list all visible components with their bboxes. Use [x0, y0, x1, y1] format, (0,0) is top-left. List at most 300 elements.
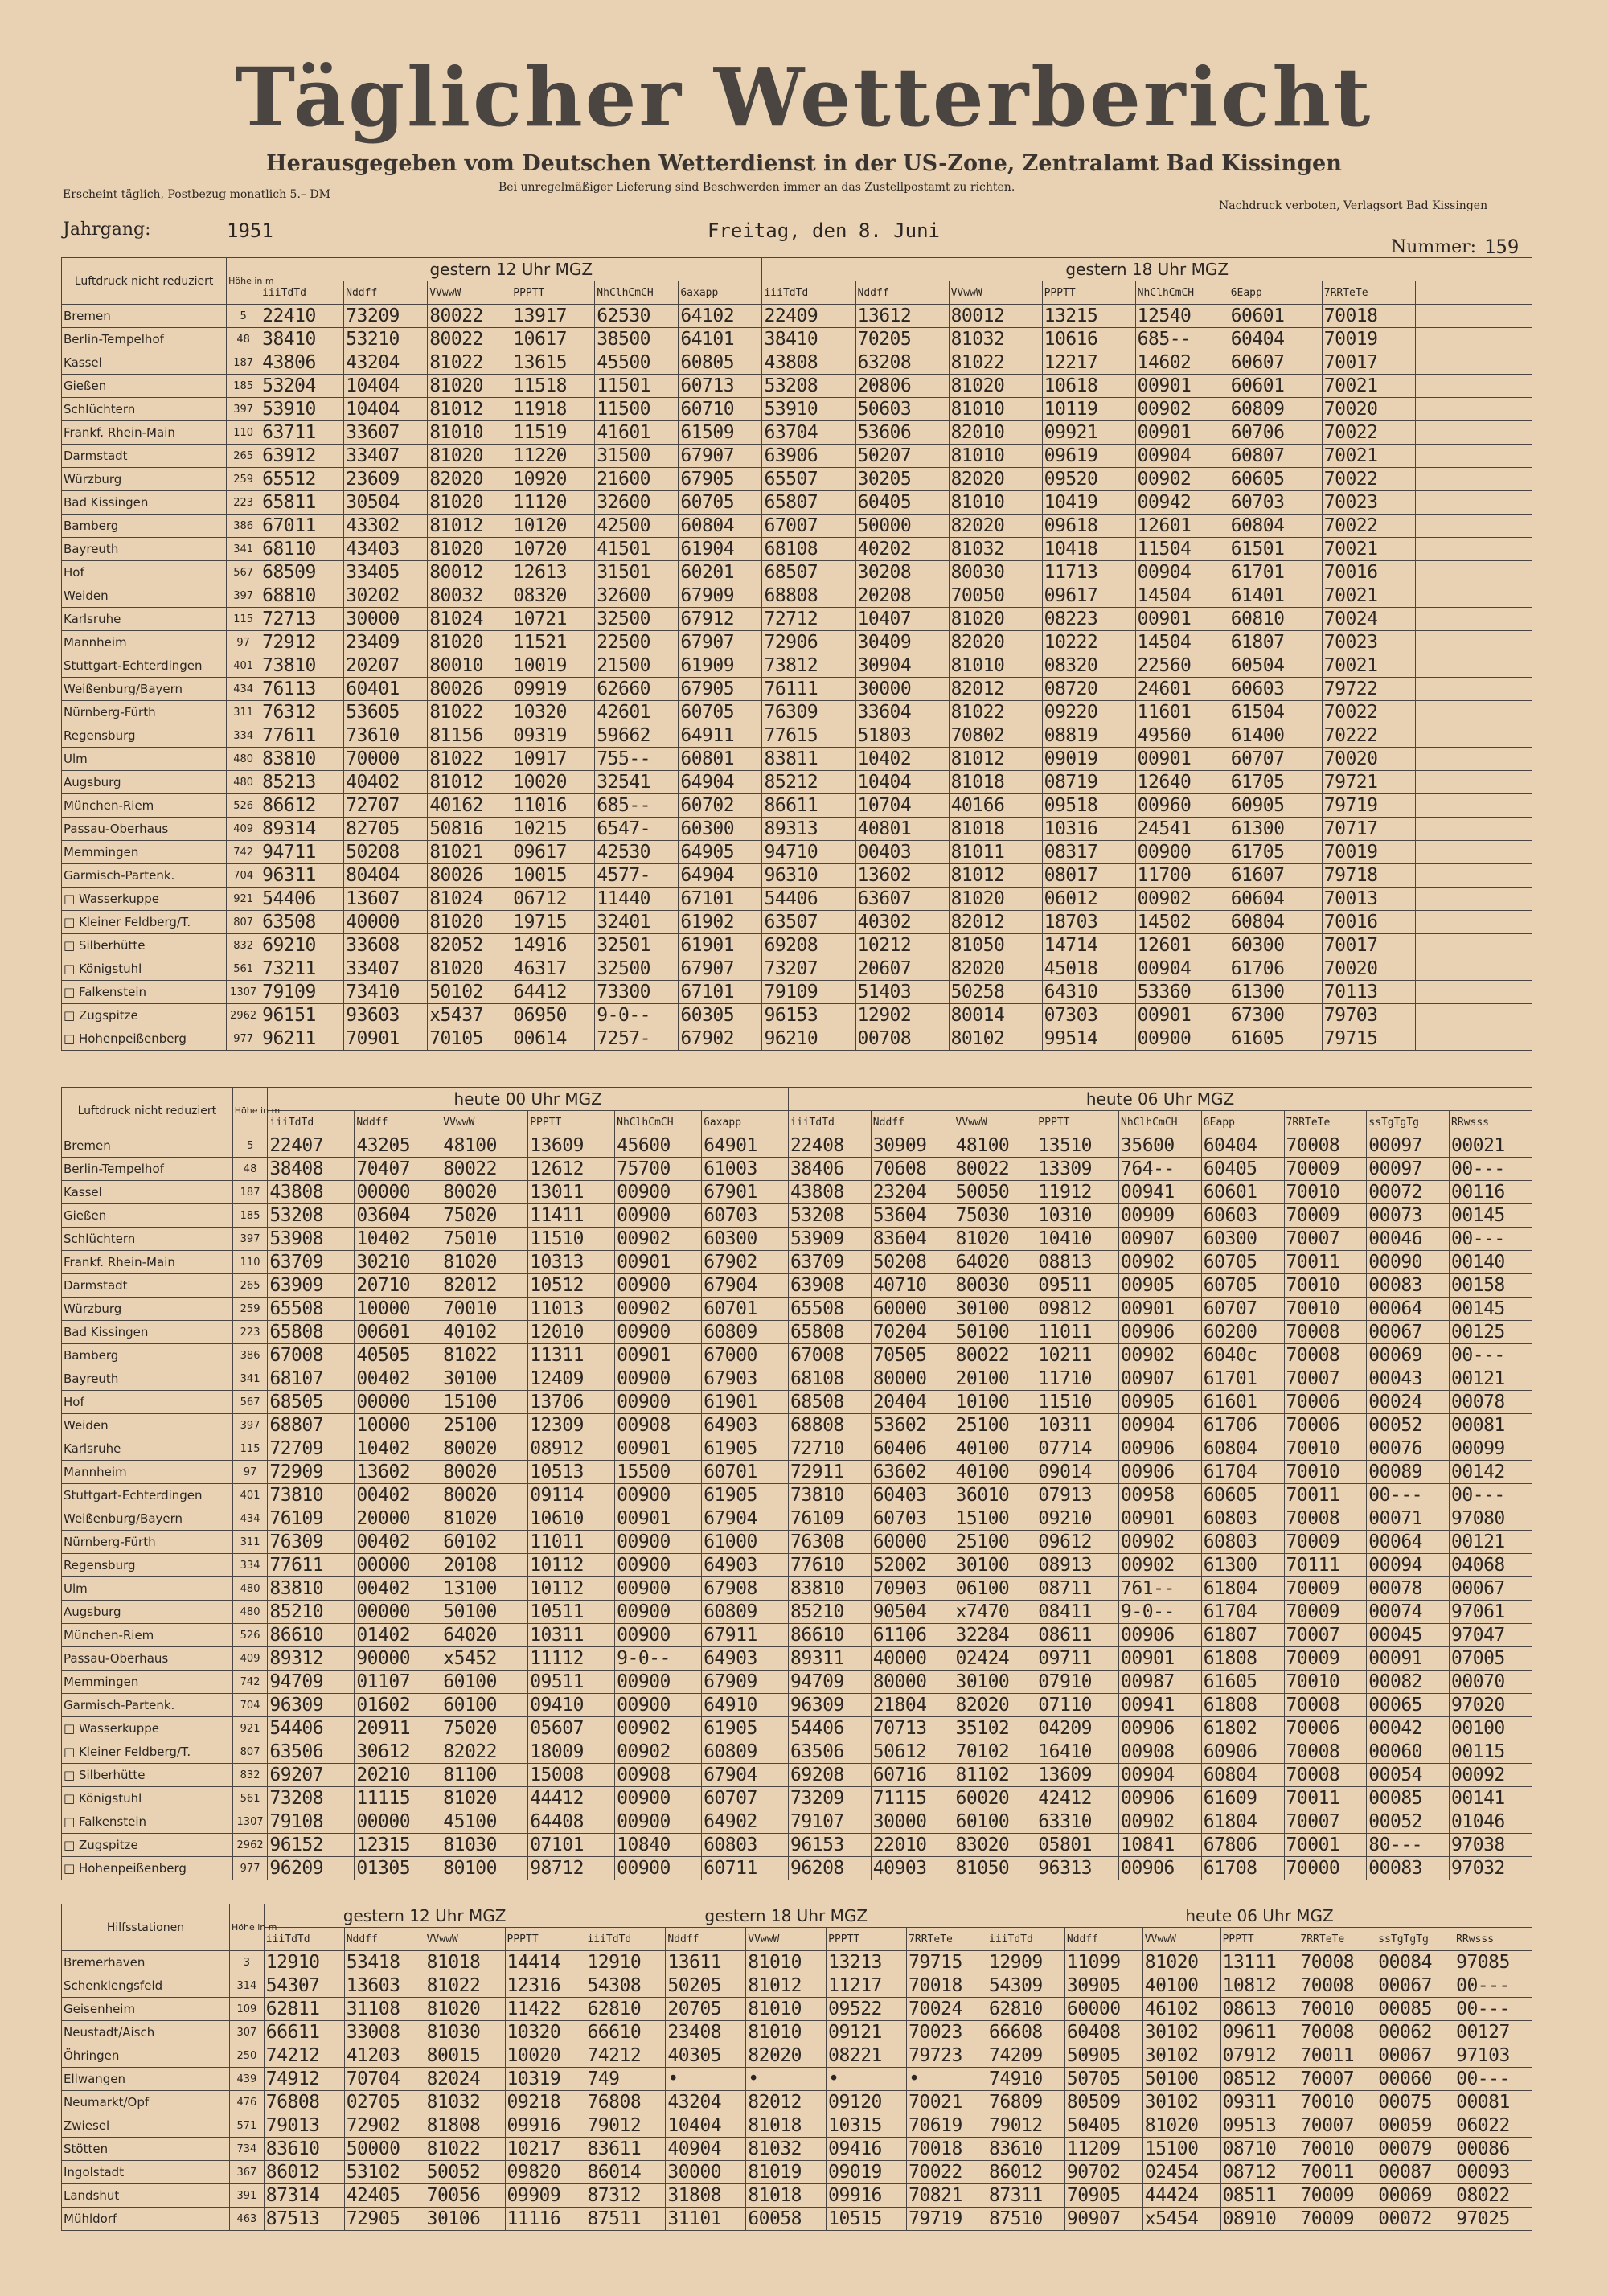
obs-value: 70009 — [1298, 2208, 1376, 2231]
station-name: Regensburg — [62, 1554, 233, 1577]
obs-value: 82020 — [949, 515, 1042, 538]
station-height: 187 — [227, 351, 260, 375]
obs-value: 67905 — [679, 678, 762, 701]
station-name: Bayreuth — [62, 538, 227, 561]
obs-value: 70009 — [1284, 1531, 1367, 1554]
obs-value: 00064 — [1367, 1531, 1450, 1554]
obs-value: 00085 — [1376, 1998, 1454, 2021]
obs-value: 83810 — [260, 748, 344, 771]
empty-cell — [1415, 398, 1532, 421]
obs-value: 40000 — [344, 911, 428, 934]
obs-value: 70205 — [855, 328, 949, 351]
obs-value: 77611 — [260, 724, 344, 748]
obs-value: 81012 — [428, 515, 511, 538]
obs-value: 73208 — [268, 1787, 355, 1810]
obs-value: 70009 — [1298, 2184, 1376, 2208]
obs-value: 11700 — [1135, 864, 1229, 888]
empty-cell — [1415, 608, 1532, 631]
obs-value: 00142 — [1450, 1461, 1532, 1484]
obs-value: 82012 — [949, 911, 1042, 934]
obs-value: 36010 — [954, 1484, 1036, 1507]
obs-value: 85212 — [762, 771, 855, 794]
obs-value: 67901 — [702, 1181, 789, 1204]
obs-value: 81102 — [954, 1764, 1036, 1787]
obs-value: 00906 — [1119, 1437, 1202, 1461]
obs-value: 06012 — [1042, 888, 1135, 911]
obs-value: • — [907, 2068, 987, 2091]
station-height: 386 — [232, 1344, 268, 1367]
table-row — [62, 2138, 1532, 2161]
obs-value: 00900 — [615, 1367, 702, 1391]
obs-value: 09511 — [1036, 1274, 1119, 1298]
table-row — [62, 1158, 1532, 1181]
obs-value: 70905 — [1064, 2184, 1142, 2208]
group-header-b: gestern 18 Uhr MGZ — [762, 258, 1532, 281]
station-name: Passau-Oberhaus — [62, 818, 227, 841]
obs-value: 67911 — [702, 1624, 789, 1647]
obs-value: 70006 — [1284, 1717, 1367, 1740]
obs-value: 11510 — [528, 1228, 615, 1251]
obs-value: 12540 — [1135, 305, 1229, 328]
obs-value: 41601 — [595, 421, 679, 445]
obs-value: 60058 — [746, 2208, 827, 2231]
obs-value: 53418 — [344, 1951, 425, 1974]
obs-value: 61106 — [871, 1624, 954, 1647]
delivery-note: Bei unregelmäßiger Lieferung sind Beschwerden immer an das Zustellpostamt zu richten. — [498, 181, 1015, 194]
obs-value: 60408 — [1064, 2021, 1142, 2044]
obs-value: 60810 — [1229, 608, 1322, 631]
obs-value: 81020 — [428, 375, 511, 398]
station-name: Nürnberg-Fürth — [62, 1531, 233, 1554]
obs-value: 00046 — [1367, 1228, 1450, 1251]
obs-value: 00708 — [855, 1027, 949, 1051]
empty-cell — [1415, 864, 1532, 888]
obs-value: 11440 — [595, 888, 679, 911]
obs-value: 70019 — [1322, 841, 1415, 864]
station-name: □ Zugspitze — [62, 1834, 233, 1857]
obs-value: 90907 — [1064, 2208, 1142, 2231]
obs-value: 43204 — [666, 2091, 746, 2114]
station-height: 704 — [232, 1694, 268, 1717]
column-header: VVwwW — [746, 1928, 827, 1951]
obs-value: 68509 — [260, 561, 344, 584]
obs-value: 60809 — [702, 1740, 789, 1764]
obs-value: 00084 — [1376, 1951, 1454, 1974]
obs-value: 80000 — [871, 1671, 954, 1694]
table-row — [62, 1647, 1532, 1671]
column-header: NhClhCmCH — [1135, 281, 1229, 305]
obs-value: 70016 — [1322, 911, 1415, 934]
obs-value: 67908 — [702, 1577, 789, 1601]
obs-value: 07101 — [528, 1834, 615, 1857]
obs-value: 38410 — [762, 328, 855, 351]
empty-cell — [1415, 841, 1532, 864]
obs-value: 20207 — [344, 654, 428, 678]
obs-value: 30102 — [1142, 2021, 1220, 2044]
obs-value: 81020 — [428, 538, 511, 561]
obs-value: 08912 — [528, 1437, 615, 1461]
obs-value: 60100 — [441, 1671, 528, 1694]
column-header: PPPTT — [1036, 1111, 1119, 1134]
obs-value: 11504 — [1135, 538, 1229, 561]
empty-cell — [1415, 1027, 1532, 1051]
obs-value: 44424 — [1142, 2184, 1220, 2208]
obs-value: 51403 — [855, 981, 949, 1004]
obs-value: 30504 — [344, 491, 428, 515]
obs-value: 15500 — [615, 1461, 702, 1484]
obs-value: 64020 — [441, 1624, 528, 1647]
obs-value: 97020 — [1450, 1694, 1532, 1717]
obs-value: 07714 — [1036, 1437, 1119, 1461]
obs-value: 00140 — [1450, 1251, 1532, 1274]
obs-value: 68110 — [260, 538, 344, 561]
obs-value: 60705 — [679, 491, 762, 515]
obs-value: 08712 — [1220, 2161, 1298, 2184]
obs-value: 80509 — [1064, 2091, 1142, 2114]
obs-value: 81012 — [949, 864, 1042, 888]
empty-cell — [1415, 654, 1532, 678]
station-name: Berlin-Tempelhof — [62, 328, 227, 351]
station-name: Frankf. Rhein-Main — [62, 421, 227, 445]
obs-value: 70006 — [1284, 1391, 1367, 1414]
obs-value: 81020 — [949, 375, 1042, 398]
empty-cell — [1415, 748, 1532, 771]
obs-value: 65808 — [268, 1321, 355, 1344]
obs-value: 09612 — [1036, 1531, 1119, 1554]
obs-value: 33008 — [344, 2021, 425, 2044]
station-name: Mannheim — [62, 1461, 233, 1484]
obs-value: 86012 — [264, 2161, 344, 2184]
obs-value: 89312 — [268, 1647, 355, 1671]
table-row — [62, 538, 1532, 561]
obs-value: 70017 — [1322, 934, 1415, 957]
station-height: 480 — [232, 1601, 268, 1624]
obs-value: 10418 — [1042, 538, 1135, 561]
obs-value: 00082 — [1367, 1671, 1450, 1694]
obs-value: 70007 — [1298, 2114, 1376, 2138]
obs-value: 11912 — [1036, 1181, 1119, 1204]
obs-value: 50405 — [1064, 2114, 1142, 2138]
table-row — [62, 351, 1532, 375]
obs-value: 10320 — [511, 701, 595, 724]
obs-value: 70009 — [1284, 1647, 1367, 1671]
obs-value: 00081 — [1454, 2091, 1532, 2114]
obs-value: 60716 — [871, 1764, 954, 1787]
obs-value: 15008 — [528, 1764, 615, 1787]
obs-value: 60100 — [954, 1810, 1036, 1834]
obs-value: 81032 — [746, 2138, 827, 2161]
obs-value: 61705 — [1229, 841, 1322, 864]
obs-value: 70008 — [1284, 1507, 1367, 1531]
obs-value: 43204 — [344, 351, 428, 375]
station-height: 434 — [227, 678, 260, 701]
obs-value: 48100 — [441, 1134, 528, 1158]
obs-value: 00958 — [1119, 1484, 1202, 1507]
obs-value: 73410 — [344, 981, 428, 1004]
obs-value: 40202 — [855, 538, 949, 561]
obs-value: 00900 — [615, 1694, 702, 1717]
station-name: □ Kleiner Feldberg/T. — [62, 911, 227, 934]
obs-value: 40305 — [666, 2044, 746, 2068]
obs-value: 60804 — [1229, 911, 1322, 934]
station-name: Weißenburg/Bayern — [62, 678, 227, 701]
group-header-c: heute 06 Uhr MGZ — [987, 1904, 1532, 1928]
obs-value: 13510 — [1036, 1134, 1119, 1158]
table-row — [62, 701, 1532, 724]
obs-value: • — [827, 2068, 907, 2091]
obs-value: 90504 — [871, 1601, 954, 1624]
jahrgang-label: Jahrgang: — [63, 219, 151, 240]
obs-value: 02454 — [1142, 2161, 1220, 2184]
column-header: NhClhCmCH — [595, 281, 679, 305]
obs-value: 63912 — [260, 445, 344, 468]
obs-value: 12309 — [528, 1414, 615, 1437]
obs-value: 89314 — [260, 818, 344, 841]
obs-value: 67008 — [789, 1344, 872, 1367]
column-header: iiiTdTd — [762, 281, 855, 305]
obs-value: 79108 — [268, 1810, 355, 1834]
obs-value: 13215 — [1042, 305, 1135, 328]
column-header: RRwsss — [1454, 1928, 1532, 1951]
station-name: Bremen — [62, 1134, 233, 1158]
obs-value: 70008 — [1284, 1694, 1367, 1717]
obs-value: 00904 — [1135, 561, 1229, 584]
obs-value: 16410 — [1036, 1740, 1119, 1764]
obs-value: 00116 — [1450, 1181, 1532, 1204]
station-name: Weißenburg/Bayern — [62, 1507, 233, 1531]
obs-value: 00902 — [1135, 398, 1229, 421]
obs-value: 72909 — [268, 1461, 355, 1484]
obs-value: 70021 — [1322, 445, 1415, 468]
obs-value: 80022 — [428, 305, 511, 328]
obs-value: 00121 — [1450, 1367, 1532, 1391]
obs-value: 12909 — [987, 1951, 1065, 1974]
obs-value: 82024 — [425, 2068, 505, 2091]
obs-value: 10316 — [1042, 818, 1135, 841]
obs-value: 08819 — [1042, 724, 1135, 748]
obs-value: 07912 — [1220, 2044, 1298, 2068]
obs-value: 10020 — [511, 771, 595, 794]
station-height: 832 — [227, 934, 260, 957]
column-header: 7RRTeTe — [1298, 1928, 1376, 1951]
obs-value: 67907 — [679, 445, 762, 468]
obs-value: 60100 — [441, 1694, 528, 1717]
obs-value: 53208 — [762, 375, 855, 398]
obs-value: 60801 — [679, 748, 762, 771]
obs-value: 50050 — [954, 1181, 1036, 1204]
obs-value: 62810 — [585, 1998, 666, 2021]
obs-value: 00900 — [615, 1391, 702, 1414]
station-name: Gießen — [62, 375, 227, 398]
obs-value: 20710 — [355, 1274, 441, 1298]
station-name: Bayreuth — [62, 1367, 233, 1391]
station-height: 921 — [232, 1717, 268, 1740]
obs-value: 11011 — [1036, 1321, 1119, 1344]
obs-value: 31500 — [595, 445, 679, 468]
obs-value: 60405 — [855, 491, 949, 515]
obs-value: 00941 — [1119, 1694, 1202, 1717]
obs-value: 09410 — [528, 1694, 615, 1717]
obs-value: 08719 — [1042, 771, 1135, 794]
obs-value: 49560 — [1135, 724, 1229, 748]
obs-value: 76109 — [789, 1507, 872, 1531]
obs-value: 81024 — [428, 888, 511, 911]
column-header: 7RRTeTe — [907, 1928, 987, 1951]
obs-value: 54406 — [789, 1717, 872, 1740]
table-row — [62, 1810, 1532, 1834]
obs-value: 68107 — [268, 1367, 355, 1391]
table-row — [62, 2021, 1532, 2044]
obs-value: 61501 — [1229, 538, 1322, 561]
obs-value: 00086 — [1454, 2138, 1532, 2161]
station-name: Frankf. Rhein-Main — [62, 1251, 233, 1274]
obs-value: 70050 — [949, 584, 1042, 608]
obs-value: 68108 — [762, 538, 855, 561]
obs-value: 00900 — [615, 1810, 702, 1834]
station-height: 311 — [227, 701, 260, 724]
obs-value: x5437 — [428, 1004, 511, 1027]
obs-value: 60804 — [679, 515, 762, 538]
obs-value: 35102 — [954, 1717, 1036, 1740]
obs-value: • — [746, 2068, 827, 2091]
station-height: 977 — [232, 1857, 268, 1880]
table-row — [62, 491, 1532, 515]
obs-value: 00083 — [1367, 1274, 1450, 1298]
obs-value: 13609 — [528, 1134, 615, 1158]
obs-value: 10812 — [1220, 1974, 1298, 1998]
obs-value: 13615 — [511, 351, 595, 375]
obs-value: 69208 — [762, 934, 855, 957]
obs-value: 70010 — [1298, 2091, 1376, 2114]
obs-value: 00060 — [1376, 2068, 1454, 2091]
obs-value: 11501 — [595, 375, 679, 398]
obs-value: 83020 — [954, 1834, 1036, 1857]
obs-value: 50000 — [855, 515, 949, 538]
station-height: 97 — [232, 1461, 268, 1484]
obs-value: 00906 — [1119, 1787, 1202, 1810]
station-name: □ Falkenstein — [62, 981, 227, 1004]
station-name: Würzburg — [62, 1298, 233, 1321]
obs-value: 70023 — [1322, 491, 1415, 515]
station-height: 367 — [229, 2161, 264, 2184]
obs-value: 09121 — [827, 2021, 907, 2044]
obs-value: 72713 — [260, 608, 344, 631]
obs-value: 73207 — [762, 957, 855, 981]
obs-value: 89313 — [762, 818, 855, 841]
station-name: Bad Kissingen — [62, 1321, 233, 1344]
obs-value: 00942 — [1135, 491, 1229, 515]
obs-value: 85210 — [268, 1601, 355, 1624]
obs-value: 09518 — [1042, 794, 1135, 818]
obs-value: 00902 — [1135, 888, 1229, 911]
obs-value: 65811 — [260, 491, 344, 515]
obs-value: 20705 — [666, 1998, 746, 2021]
obs-value: 74910 — [987, 2068, 1065, 2091]
obs-value: 61807 — [1229, 631, 1322, 654]
column-header: iiiTdTd — [264, 1928, 344, 1951]
obs-value: 63704 — [762, 421, 855, 445]
obs-value: 00900 — [615, 1204, 702, 1228]
station-height: 391 — [229, 2184, 264, 2208]
station-height: 386 — [227, 515, 260, 538]
obs-value: 70018 — [1322, 305, 1415, 328]
obs-value: 08910 — [1220, 2208, 1298, 2231]
obs-value: 40100 — [954, 1461, 1036, 1484]
obs-value: 12902 — [855, 1004, 949, 1027]
station-name: □ Silberhütte — [62, 1764, 233, 1787]
obs-value: 00900 — [615, 1274, 702, 1298]
obs-value: 08223 — [1042, 608, 1135, 631]
obs-value: 42412 — [1036, 1787, 1119, 1810]
obs-value: 81010 — [949, 491, 1042, 515]
station-height: 265 — [227, 445, 260, 468]
table-row — [62, 1027, 1532, 1051]
empty-cell — [1415, 818, 1532, 841]
obs-value: 00601 — [355, 1321, 441, 1344]
table-row — [62, 771, 1532, 794]
station-height: 480 — [227, 771, 260, 794]
obs-value: 80026 — [428, 864, 511, 888]
obs-value: 64310 — [1042, 981, 1135, 1004]
table-row — [62, 1694, 1532, 1717]
station-name: Stötten — [62, 2138, 230, 2161]
station-name: Berlin-Tempelhof — [62, 1158, 233, 1181]
obs-value: 30210 — [355, 1251, 441, 1274]
obs-value: 85210 — [789, 1601, 872, 1624]
obs-value: 96153 — [789, 1834, 872, 1857]
obs-value: 63906 — [762, 445, 855, 468]
obs-value: 82020 — [949, 631, 1042, 654]
obs-value: 15100 — [1142, 2138, 1220, 2161]
obs-value: 66610 — [585, 2021, 666, 2044]
obs-value: 79012 — [585, 2114, 666, 2138]
obs-value: 81010 — [428, 421, 511, 445]
station-height: 341 — [232, 1367, 268, 1391]
column-header: VVwwW — [428, 281, 511, 305]
obs-value: 42405 — [344, 2184, 425, 2208]
obs-value: 00--- — [1450, 1158, 1532, 1181]
group-header-b: heute 06 Uhr MGZ — [789, 1088, 1532, 1111]
obs-value: 30100 — [441, 1367, 528, 1391]
obs-value: 00901 — [615, 1507, 702, 1531]
obs-value: 87511 — [585, 2208, 666, 2231]
obs-value: 70903 — [871, 1577, 954, 1601]
column-header: VVwwW — [1142, 1928, 1220, 1951]
table-row — [62, 2068, 1532, 2091]
obs-value: 09319 — [511, 724, 595, 748]
obs-value: 38408 — [268, 1158, 355, 1181]
obs-value: 21500 — [595, 654, 679, 678]
obs-value: 72707 — [344, 794, 428, 818]
obs-value: 86611 — [762, 794, 855, 818]
obs-value: 00901 — [1135, 421, 1229, 445]
obs-value: 61909 — [679, 654, 762, 678]
station-height: 704 — [227, 864, 260, 888]
table-row — [62, 1787, 1532, 1810]
obs-value: 13602 — [855, 864, 949, 888]
station-height: 223 — [232, 1321, 268, 1344]
obs-value: 10015 — [511, 864, 595, 888]
station-height: 110 — [232, 1251, 268, 1274]
obs-value: 10512 — [528, 1274, 615, 1298]
obs-value: 01305 — [355, 1857, 441, 1880]
station-height: 401 — [227, 654, 260, 678]
obs-value: 00125 — [1450, 1321, 1532, 1344]
obs-value: 08511 — [1220, 2184, 1298, 2208]
obs-value: 00060 — [1367, 1740, 1450, 1764]
obs-value: 43806 — [260, 351, 344, 375]
obs-value: 67907 — [679, 631, 762, 654]
